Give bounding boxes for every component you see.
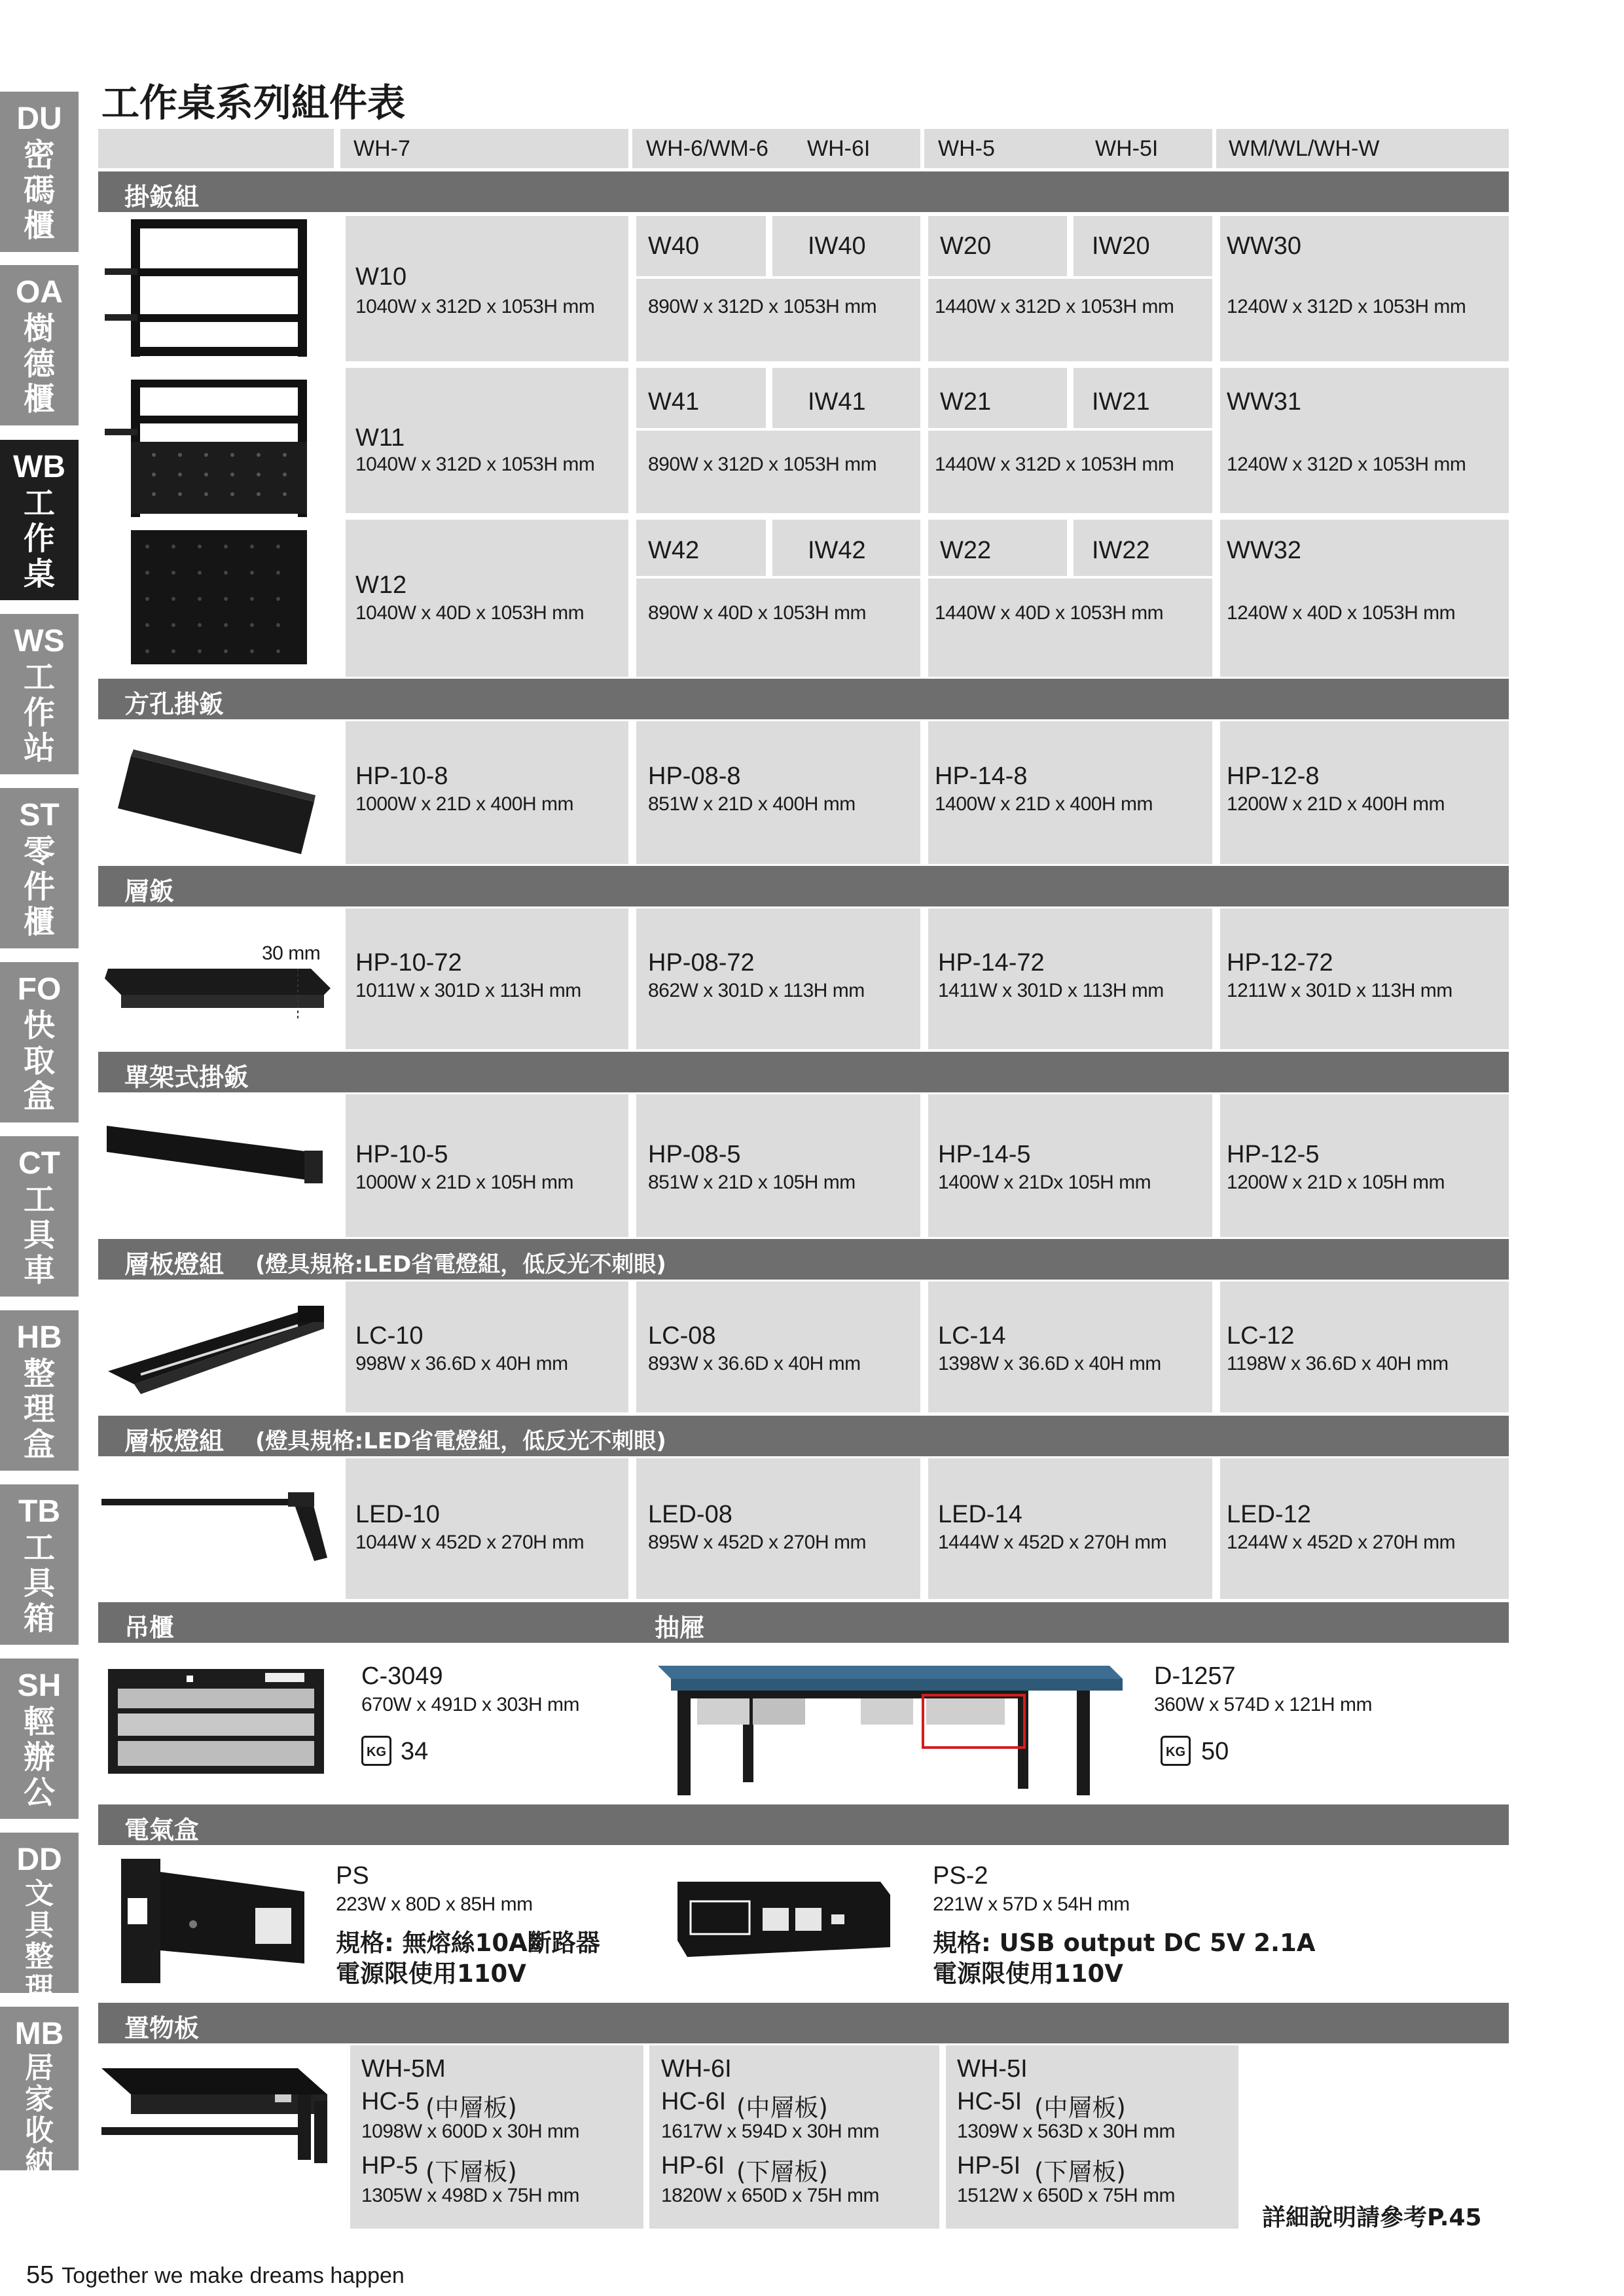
board-low-label: (下層板) [736, 2158, 828, 2186]
item-code: LED-10 [355, 1501, 440, 1528]
item-dim: 1440W x 40D x 1053H mm [935, 602, 1164, 624]
item-dim: 1011W x 301D x 113H mm [355, 980, 581, 1001]
board-model: WH-6I [661, 2055, 732, 2083]
item-dim: 862W x 301D x 113H mm [648, 980, 865, 1001]
ps-code: PS [336, 1862, 369, 1890]
item-dim: 1244W x 452D x 270H mm [1227, 1532, 1456, 1553]
item-code: HP-14-72 [938, 949, 1045, 977]
reference-note: 詳細說明請參考P.45 [1262, 2204, 1482, 2231]
hang-cell [636, 279, 920, 361]
item-code: IW42 [808, 537, 866, 564]
side-tab-hb[interactable]: HB 整 理 盒 [0, 1310, 79, 1471]
item-dim: 1200W x 21D x 105H mm [1227, 1172, 1445, 1193]
ps-power: 電源限使用110V [336, 1960, 526, 1988]
header-wh6-wm6: WH-6/WM-6 [646, 136, 768, 161]
shelf-cell [928, 908, 1212, 1049]
item-dim: 893W x 36.6D x 40H mm [648, 1353, 861, 1374]
section-cabinet-drawer: 吊櫃 抽屜 [98, 1602, 1509, 1643]
item-code: W40 [648, 232, 700, 260]
header-wh7: WH-7 [353, 136, 410, 161]
item-dim: 1411W x 301D x 113H mm [938, 980, 1164, 1001]
board-low-dim: 1512W x 650D x 75H mm [957, 2185, 1175, 2206]
header-blank-cell [98, 129, 334, 168]
side-tab-label: 工 具 車 [23, 1181, 55, 1289]
square-hole-cell [1220, 721, 1509, 864]
header-wm-wl-wh-w: WM/WL/WH-W [1229, 136, 1380, 161]
side-tab-label: 零 件 櫃 [23, 833, 55, 941]
drawer-code: D-1257 [1154, 1662, 1236, 1690]
hanging-panel-w11-image [101, 376, 337, 520]
section-shelf-light-led: 層板燈組 (燈具規格:LED省電燈組，低反光不刺眼) [98, 1416, 1509, 1456]
section-shelf: 層鈑 [98, 866, 1509, 906]
item-code: IW22 [1092, 537, 1150, 564]
item-code: HP-12-5 [1227, 1141, 1320, 1168]
kg-load-icon: KG [361, 1736, 391, 1766]
ps-dim: 223W x 80D x 85H mm [336, 1893, 533, 1915]
item-code: LED-12 [1227, 1501, 1311, 1528]
lc-light-image [101, 1293, 331, 1404]
item-code: LC-12 [1227, 1322, 1295, 1350]
board-mid-code: HC-6I [661, 2088, 727, 2115]
item-dim: 890W x 312D x 1053H mm [648, 296, 877, 317]
cabinet-dim: 670W x 491D x 303H mm [361, 1694, 579, 1715]
page-title: 工作桌系列組件表 [101, 81, 406, 125]
side-tab-fo[interactable]: FO 快 取 盒 [0, 962, 79, 1122]
board-mid-label: (中層板) [1034, 2094, 1126, 2122]
item-code: HP-12-8 [1227, 762, 1320, 790]
item-dim: 890W x 312D x 1053H mm [648, 454, 877, 475]
item-dim: 1000W x 21D x 105H mm [355, 1172, 573, 1193]
section-storage-board: 置物板 [98, 2003, 1509, 2043]
ps-spec: 規格: 無熔絲10A斷路器 [336, 1929, 600, 1957]
item-code: W12 [355, 571, 407, 599]
side-tab-sh[interactable]: SH 輕 辦 公 [0, 1659, 79, 1819]
hang-cell [636, 579, 920, 677]
item-dim: 851W x 21D x 105H mm [648, 1172, 856, 1193]
shelf-cell [636, 908, 920, 1049]
item-dim: 1198W x 36.6D x 40H mm [1227, 1353, 1449, 1374]
board-mid-code: HC-5I [957, 2088, 1022, 2115]
item-dim: 1400W x 21D x 400H mm [935, 793, 1153, 815]
square-hole-panel-image [105, 730, 327, 861]
side-tab-label: 樹 德 櫃 [23, 310, 55, 418]
board-low-dim: 1820W x 650D x 75H mm [661, 2185, 879, 2206]
shelf-cell [1220, 908, 1509, 1049]
section-shelf-light-lc: 層板燈組 (燈具規格:LED省電燈組，低反光不刺眼) [98, 1239, 1509, 1280]
side-tab-dd[interactable]: DD 文 具 整 理 [0, 1833, 79, 1993]
item-code: LC-10 [355, 1322, 424, 1350]
item-code: W11 [355, 424, 405, 452]
hang-cell [928, 279, 1212, 361]
side-tab-du[interactable]: DU 密 碼 櫃 [0, 92, 79, 252]
section-electric-box: 電氣盒 [98, 1804, 1509, 1845]
item-code: WW30 [1227, 232, 1301, 260]
ps2-dim: 221W x 57D x 54H mm [933, 1893, 1130, 1915]
item-dim: 851W x 21D x 400H mm [648, 793, 856, 815]
board-mid-code: HC-5 [361, 2088, 420, 2115]
item-code: HP-12-72 [1227, 949, 1333, 977]
board-mid-label: (中層板) [425, 2094, 517, 2122]
item-code: HP-10-72 [355, 949, 462, 977]
slogan: Together we make dreams happen [62, 2263, 405, 2288]
item-dim: 895W x 452D x 270H mm [648, 1532, 866, 1553]
header-wh6i: WH-6I [807, 136, 871, 161]
kg-load-icon: KG [1161, 1736, 1191, 1766]
item-code: HP-08-8 [648, 762, 741, 790]
board-mid-label: (中層板) [736, 2094, 828, 2122]
side-tab-ct[interactable]: CT 工 具 車 [0, 1136, 79, 1297]
item-dim: 1000W x 21D x 400H mm [355, 793, 573, 815]
hang-cell [928, 579, 1212, 677]
shelf-depth-label: 30 mm [262, 942, 321, 964]
square-hole-cell [346, 721, 628, 864]
single-rack-image [101, 1113, 331, 1191]
item-code: HP-08-5 [648, 1141, 741, 1168]
side-tab-label: 快 取 盒 [23, 1007, 55, 1115]
item-dim: 1398W x 36.6D x 40H mm [938, 1353, 1161, 1374]
side-tab-st[interactable]: ST 零 件 櫃 [0, 788, 79, 948]
side-tab-label: 密 碼 櫃 [23, 137, 55, 244]
cabinet-load: 34 [401, 1738, 429, 1765]
side-tab-label: 工 作 桌 [23, 485, 55, 592]
ps2-power: 電源限使用110V [933, 1960, 1123, 1988]
item-code: W42 [648, 537, 700, 564]
item-code: HP-10-8 [355, 762, 448, 790]
board-low-code: HP-5 [361, 2152, 418, 2179]
item-code: HP-14-5 [938, 1141, 1031, 1168]
drawer-dim: 360W x 574D x 121H mm [1154, 1694, 1372, 1715]
section-hanging-panel: 掛鈑組 [98, 171, 1509, 212]
item-code: LC-14 [938, 1322, 1006, 1350]
board-model: WH-5I [957, 2055, 1028, 2083]
item-code: W20 [940, 232, 992, 260]
item-code: HP-14-8 [935, 762, 1028, 790]
item-dim: 1040W x 312D x 1053H mm [355, 454, 595, 475]
ps2-spec: 規格: USB output DC 5V 2.1A [933, 1929, 1316, 1957]
item-code: IW20 [1092, 232, 1150, 260]
item-dim: 1400W x 21Dx 105H mm [938, 1172, 1151, 1193]
header-wh5: WH-5 [938, 136, 995, 161]
footer [26, 2261, 405, 2289]
item-dim: 1240W x 312D x 1053H mm [1227, 454, 1466, 475]
item-dim: 890W x 40D x 1053H mm [648, 602, 866, 624]
item-dim: 1211W x 301D x 113H mm [1227, 980, 1453, 1001]
side-tab-ws[interactable]: WS 工 作 站 [0, 614, 79, 774]
item-code: IW40 [808, 232, 866, 260]
electric-box-ps2-image [664, 1862, 900, 1973]
hanging-panel-w10-image [101, 216, 337, 360]
side-tab-wb[interactable]: WB 工 作 桌 [0, 440, 79, 600]
item-dim: 1240W x 312D x 1053H mm [1227, 296, 1466, 317]
section-square-hole: 方孔掛鈑 [98, 679, 1509, 719]
side-tab-label: 居 家 收 納 [25, 2051, 54, 2179]
item-code: LED-08 [648, 1501, 732, 1528]
led-light-image [101, 1486, 337, 1577]
board-mid-dim: 1617W x 594D x 30H mm [661, 2121, 879, 2142]
header-wh5i: WH-5I [1095, 136, 1159, 161]
item-code: W22 [940, 537, 992, 564]
item-dim: 1444W x 452D x 270H mm [938, 1532, 1167, 1553]
board-mid-dim: 1098W x 600D x 30H mm [361, 2121, 579, 2142]
item-dim: 998W x 36.6D x 40H mm [355, 1353, 568, 1374]
shelf-cell [346, 908, 628, 1049]
item-dim: 1040W x 312D x 1053H mm [355, 296, 595, 317]
side-tab-label: 工 作 站 [23, 659, 55, 766]
item-dim: 1040W x 40D x 1053H mm [355, 602, 585, 624]
item-code: IW21 [1092, 388, 1150, 416]
item-dim: 1044W x 452D x 270H mm [355, 1532, 585, 1553]
item-dim: 1240W x 40D x 1053H mm [1227, 602, 1456, 624]
side-tab-oa[interactable]: OA 樹 德 櫃 [0, 265, 79, 425]
board-low-label: (下層板) [425, 2158, 517, 2186]
board-low-code: HP-6I [661, 2152, 725, 2179]
side-tab-label: 輕 辦 公 [23, 1704, 55, 1811]
electric-box-ps-image [108, 1852, 324, 1983]
item-dim: 1200W x 21D x 400H mm [1227, 793, 1445, 815]
item-dim: 1440W x 312D x 1053H mm [935, 296, 1174, 317]
hanging-cabinet-image [105, 1662, 327, 1780]
hanging-panel-w12-image [101, 527, 337, 668]
board-low-code: HP-5I [957, 2152, 1021, 2179]
item-code: W21 [940, 388, 992, 416]
side-tab-label: 文 具 整 理 [25, 1877, 54, 2005]
item-code: LC-08 [648, 1322, 716, 1350]
item-code: HP-10-5 [355, 1141, 448, 1168]
drawer-load: 50 [1201, 1738, 1229, 1765]
page-number: 55 [26, 2261, 54, 2289]
board-low-dim: 1305W x 498D x 75H mm [361, 2185, 579, 2206]
item-code: W10 [355, 263, 407, 291]
side-tab-tb[interactable]: TB 工 具 箱 [0, 1484, 79, 1645]
side-tab-label: 整 理 盒 [23, 1355, 55, 1463]
square-hole-cell [928, 721, 1212, 864]
cabinet-code: C-3049 [361, 1662, 443, 1690]
side-tab-label: 工 具 箱 [23, 1530, 55, 1637]
side-tab-mb[interactable]: MB 居 家 收 納 [0, 2007, 79, 2170]
item-code: IW41 [808, 388, 866, 416]
workbench-drawer-image [651, 1649, 1123, 1800]
item-code: WW32 [1227, 537, 1301, 564]
item-code: W41 [648, 388, 700, 416]
board-low-label: (下層板) [1034, 2158, 1126, 2186]
board-model: WH-5M [361, 2055, 446, 2083]
item-dim: 1440W x 312D x 1053H mm [935, 454, 1174, 475]
item-code: HP-08-72 [648, 949, 755, 977]
storage-board-image [101, 2055, 331, 2166]
square-hole-cell [636, 721, 920, 864]
item-code: WW31 [1227, 388, 1301, 416]
board-mid-dim: 1309W x 563D x 30H mm [957, 2121, 1175, 2142]
section-single-rack: 單架式掛鈑 [98, 1052, 1509, 1092]
ps2-code: PS-2 [933, 1862, 988, 1890]
shelf-image [101, 942, 344, 1028]
item-code: LED-14 [938, 1501, 1022, 1528]
